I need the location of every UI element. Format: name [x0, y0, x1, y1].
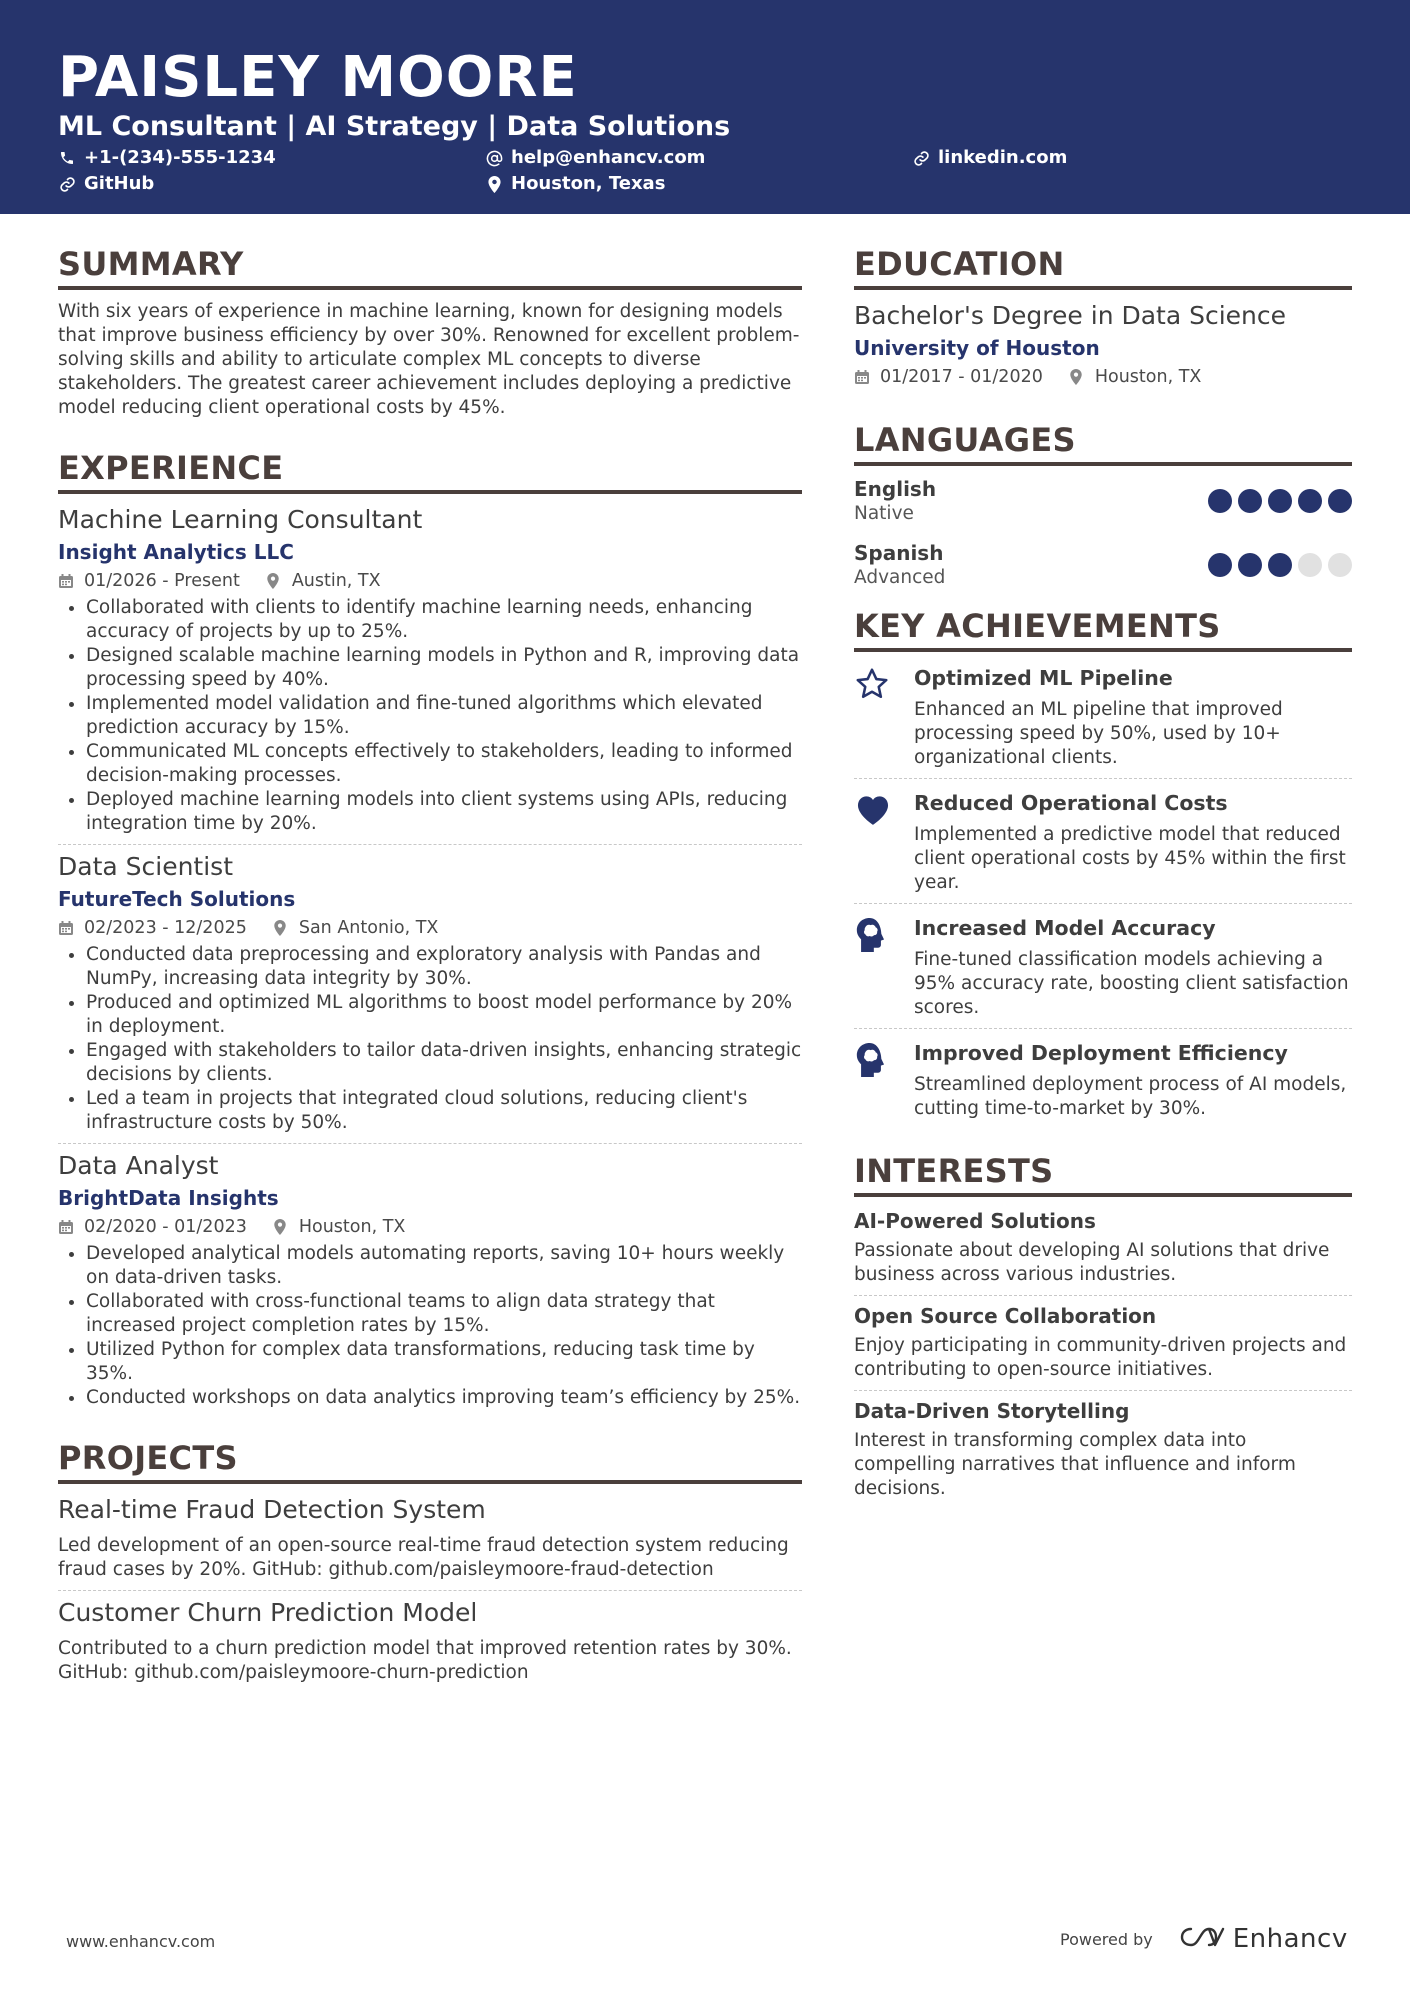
proficiency-dot — [1238, 553, 1262, 577]
bullet-item: • Collaborated with cross-functional teams to align data strategy that increased project completion rates by 15%. — [86, 1290, 802, 1338]
project-entry — [58, 1494, 802, 1582]
job-dates: 02/2023 - 12/2025 — [84, 918, 247, 938]
achievement-entry — [854, 1029, 1352, 1129]
bullet-item: • Developed analytical models automating reports, saving 10+ hours weekly on data-driven tasks. — [86, 1242, 802, 1290]
right-column — [854, 244, 1352, 1501]
proficiency-dot — [1328, 489, 1352, 513]
bullet-item: • Conducted data preprocessing and exploratory analysis with Pandas and NumPy, increasing data integrity by 30%. — [86, 943, 802, 991]
interest-entry — [854, 1397, 1352, 1501]
location-text: Houston, Texas — [511, 173, 666, 194]
proficiency-dot — [1328, 553, 1352, 577]
language-level: Native — [854, 503, 914, 524]
experience-entry — [58, 504, 802, 836]
contact-linkedin[interactable] — [912, 146, 1067, 170]
experience-heading: EXPERIENCE — [58, 448, 802, 494]
company-name: BrightData Insights — [58, 1186, 279, 1210]
language-name: Spanish — [854, 541, 944, 565]
brain-head-icon — [854, 1039, 914, 1121]
project-name: Customer Churn Prediction Model — [58, 1598, 478, 1627]
project-entry — [58, 1597, 802, 1685]
achievement-description: Enhanced an ML pipeline that improved processing speed by 50%, used by 10+ organizational clients. — [914, 699, 1283, 768]
divider — [58, 1143, 802, 1144]
heart-icon — [854, 789, 914, 895]
contact-github[interactable] — [58, 172, 154, 196]
candidate-name: PAISLEY MOORE — [58, 45, 578, 110]
achievement-description: Fine-tuned classification models achieving a 95% accuracy rate, boosting client satisfaction scores. — [914, 949, 1349, 1018]
interest-description: Enjoy participating in community-driven projects and contributing to open-source initiatives. — [854, 1335, 1347, 1380]
interest-title: Open Source Collaboration — [854, 1304, 1157, 1328]
interest-title: Data-Driven Storytelling — [854, 1399, 1130, 1423]
github-link[interactable]: GitHub — [84, 173, 155, 194]
bullet-item: • Implemented model validation and fine-tuned algorithms which elevated prediction accuracy by 15%. — [86, 692, 802, 740]
education-dates: 01/2017 - 01/2020 — [880, 367, 1043, 387]
linkedin-link[interactable]: linkedin.com — [938, 147, 1068, 168]
job-title: Data Scientist — [58, 852, 233, 881]
bullet-item: • Collaborated with clients to identify machine learning needs, enhancing accuracy of projects by up to 25%. — [86, 596, 802, 644]
achievements-section — [854, 606, 1352, 1129]
experience-section — [58, 448, 802, 1410]
degree-title: Bachelor's Degree in Data Science — [854, 301, 1287, 330]
job-location: Houston, TX — [298, 1217, 406, 1237]
location-pin-icon — [266, 573, 282, 589]
job-meta — [58, 915, 802, 941]
left-column — [58, 244, 802, 1685]
job-meta — [58, 568, 802, 594]
education-meta — [854, 364, 1352, 390]
bullet-item: • Deployed machine learning models into client systems using APIs, reducing integration time by 20%. — [86, 788, 802, 836]
proficiency-dot — [1208, 489, 1232, 513]
location-pin-icon — [273, 1219, 289, 1235]
divider — [58, 844, 802, 845]
enhancv-logo-icon — [1179, 1925, 1225, 1953]
bullet-item: • Produced and optimized ML algorithms to boost model performance by 20% in deployment. — [86, 991, 802, 1039]
interests-section — [854, 1151, 1352, 1501]
interest-entry — [854, 1302, 1352, 1382]
bullet-item: • Led a team in projects that integrated cloud solutions, reducing client's infrastructure costs by 50%. — [86, 1087, 802, 1135]
location-pin-icon — [485, 175, 503, 193]
interest-title: AI-Powered Solutions — [854, 1209, 1096, 1233]
divider — [854, 1295, 1352, 1296]
divider — [854, 1390, 1352, 1391]
link-icon — [912, 149, 930, 167]
language-entry — [854, 476, 1352, 526]
proficiency-dot — [1238, 489, 1262, 513]
proficiency-dots — [1202, 489, 1352, 513]
summary-text: With six years of experience in machine learning, known for designing models that improve business efficiency by over 30%. Renowned for excellent problem-solving skills and ability to articulate complex ML concepts to diverse stakeholders. The greatest career achievement includes deploying a predictive model reducing client operational costs by 45%. — [58, 301, 800, 418]
link-icon — [58, 175, 76, 193]
education-heading: EDUCATION — [854, 244, 1352, 290]
location-pin-icon — [273, 920, 289, 936]
job-dates: 02/2020 - 01/2023 — [84, 1217, 247, 1237]
job-location: Austin, TX — [291, 571, 381, 591]
achievements-heading: KEY ACHIEVEMENTS — [854, 606, 1352, 652]
phone-icon — [58, 149, 76, 167]
calendar-icon — [58, 573, 74, 589]
star-icon — [854, 664, 914, 770]
job-meta — [58, 1214, 802, 1240]
experience-entry — [58, 1150, 802, 1410]
calendar-icon — [58, 920, 74, 936]
project-description: Led development of an open-source real-time fraud detection system reducing fraud cases by 20%. GitHub: github.com/paisleymoore-fraud-detection — [58, 1535, 789, 1580]
company-name: Insight Analytics LLC — [58, 540, 294, 564]
achievement-title: Optimized ML Pipeline — [914, 666, 1173, 690]
language-entry — [854, 540, 1352, 590]
achievement-title: Reduced Operational Costs — [914, 791, 1228, 815]
achievement-description: Implemented a predictive model that reduced client operational costs by 45% within the first year. — [914, 824, 1346, 893]
contact-phone — [58, 146, 276, 170]
project-description: Contributed to a churn prediction model that improved retention rates by 30%. GitHub: github.com/paisleymoore-churn-prediction — [58, 1638, 792, 1683]
contact-email[interactable] — [485, 146, 705, 170]
education-location: Houston, TX — [1094, 367, 1202, 387]
education-section — [854, 244, 1352, 390]
proficiency-dot — [1268, 553, 1292, 577]
achievement-title: Increased Model Accuracy — [914, 916, 1216, 940]
job-title: Machine Learning Consultant — [58, 505, 423, 534]
interest-description: Passionate about developing AI solutions that drive business across various industries. — [854, 1240, 1330, 1285]
achievement-description: Streamlined deployment process of AI models, cutting time-to-market by 30%. — [914, 1074, 1347, 1119]
bullet-item: • Conducted workshops on data analytics improving team’s efficiency by 25%. — [86, 1386, 802, 1410]
bullet-item: • Designed scalable machine learning models in Python and R, improving data processing speed by 40%. — [86, 644, 802, 692]
proficiency-dot — [1298, 553, 1322, 577]
calendar-icon — [854, 369, 870, 385]
company-name: FutureTech Solutions — [58, 887, 296, 911]
brain-head-icon — [854, 914, 914, 1020]
experience-entry — [58, 851, 802, 1135]
job-bullets — [58, 943, 802, 1135]
footer-website[interactable]: www.enhancv.com — [66, 1932, 216, 1951]
calendar-icon — [58, 1219, 74, 1235]
achievement-title: Improved Deployment Efficiency — [914, 1041, 1288, 1065]
school-name: University of Houston — [854, 336, 1100, 360]
project-name: Real-time Fraud Detection System — [58, 1495, 486, 1524]
location-pin-icon — [1069, 369, 1085, 385]
projects-heading: PROJECTS — [58, 1438, 802, 1484]
achievement-entry — [854, 654, 1352, 778]
proficiency-dot — [1268, 489, 1292, 513]
proficiency-dot — [1208, 553, 1232, 577]
language-name: English — [854, 477, 937, 501]
enhancv-brand: Enhancv — [1232, 1924, 1348, 1954]
languages-heading: LANGUAGES — [854, 420, 1352, 466]
resume-header — [0, 0, 1410, 214]
bullet-item: • Communicated ML concepts effectively to stakeholders, leading to informed decision-making processes. — [86, 740, 802, 788]
achievement-entry — [854, 904, 1352, 1028]
interests-heading: INTERESTS — [854, 1151, 1352, 1197]
job-title: Data Analyst — [58, 1151, 219, 1180]
bullet-item: • Utilized Python for complex data transformations, reducing task time by 35%. — [86, 1338, 802, 1386]
email-link[interactable]: help@enhancv.com — [511, 147, 706, 168]
language-level: Advanced — [854, 567, 946, 588]
job-bullets — [58, 1242, 802, 1410]
bullet-item: • Engaged with stakeholders to tailor data-driven insights, enhancing strategic decisions by clients. — [86, 1039, 802, 1087]
summary-section — [58, 244, 802, 420]
proficiency-dots — [1202, 553, 1352, 577]
proficiency-dot — [1298, 489, 1322, 513]
summary-heading: SUMMARY — [58, 244, 802, 290]
interest-description: Interest in transforming complex data into compelling narratives that influence and inform decisions. — [854, 1430, 1296, 1499]
phone-text: +1-(234)-555-1234 — [84, 147, 276, 168]
divider — [58, 1590, 802, 1591]
projects-section — [58, 1438, 802, 1685]
at-sign-icon — [485, 149, 503, 167]
languages-section — [854, 420, 1352, 590]
achievement-entry — [854, 779, 1352, 903]
contact-location — [485, 172, 665, 196]
candidate-tagline: ML Consultant | AI Strategy | Data Solutions — [58, 111, 731, 142]
powered-by-label: Powered by — [1060, 1929, 1153, 1949]
interest-entry — [854, 1207, 1352, 1287]
job-bullets — [58, 596, 802, 836]
job-dates: 01/2026 - Present — [84, 571, 240, 591]
footer-branding — [1060, 1924, 1348, 1954]
job-location: San Antonio, TX — [298, 918, 439, 938]
